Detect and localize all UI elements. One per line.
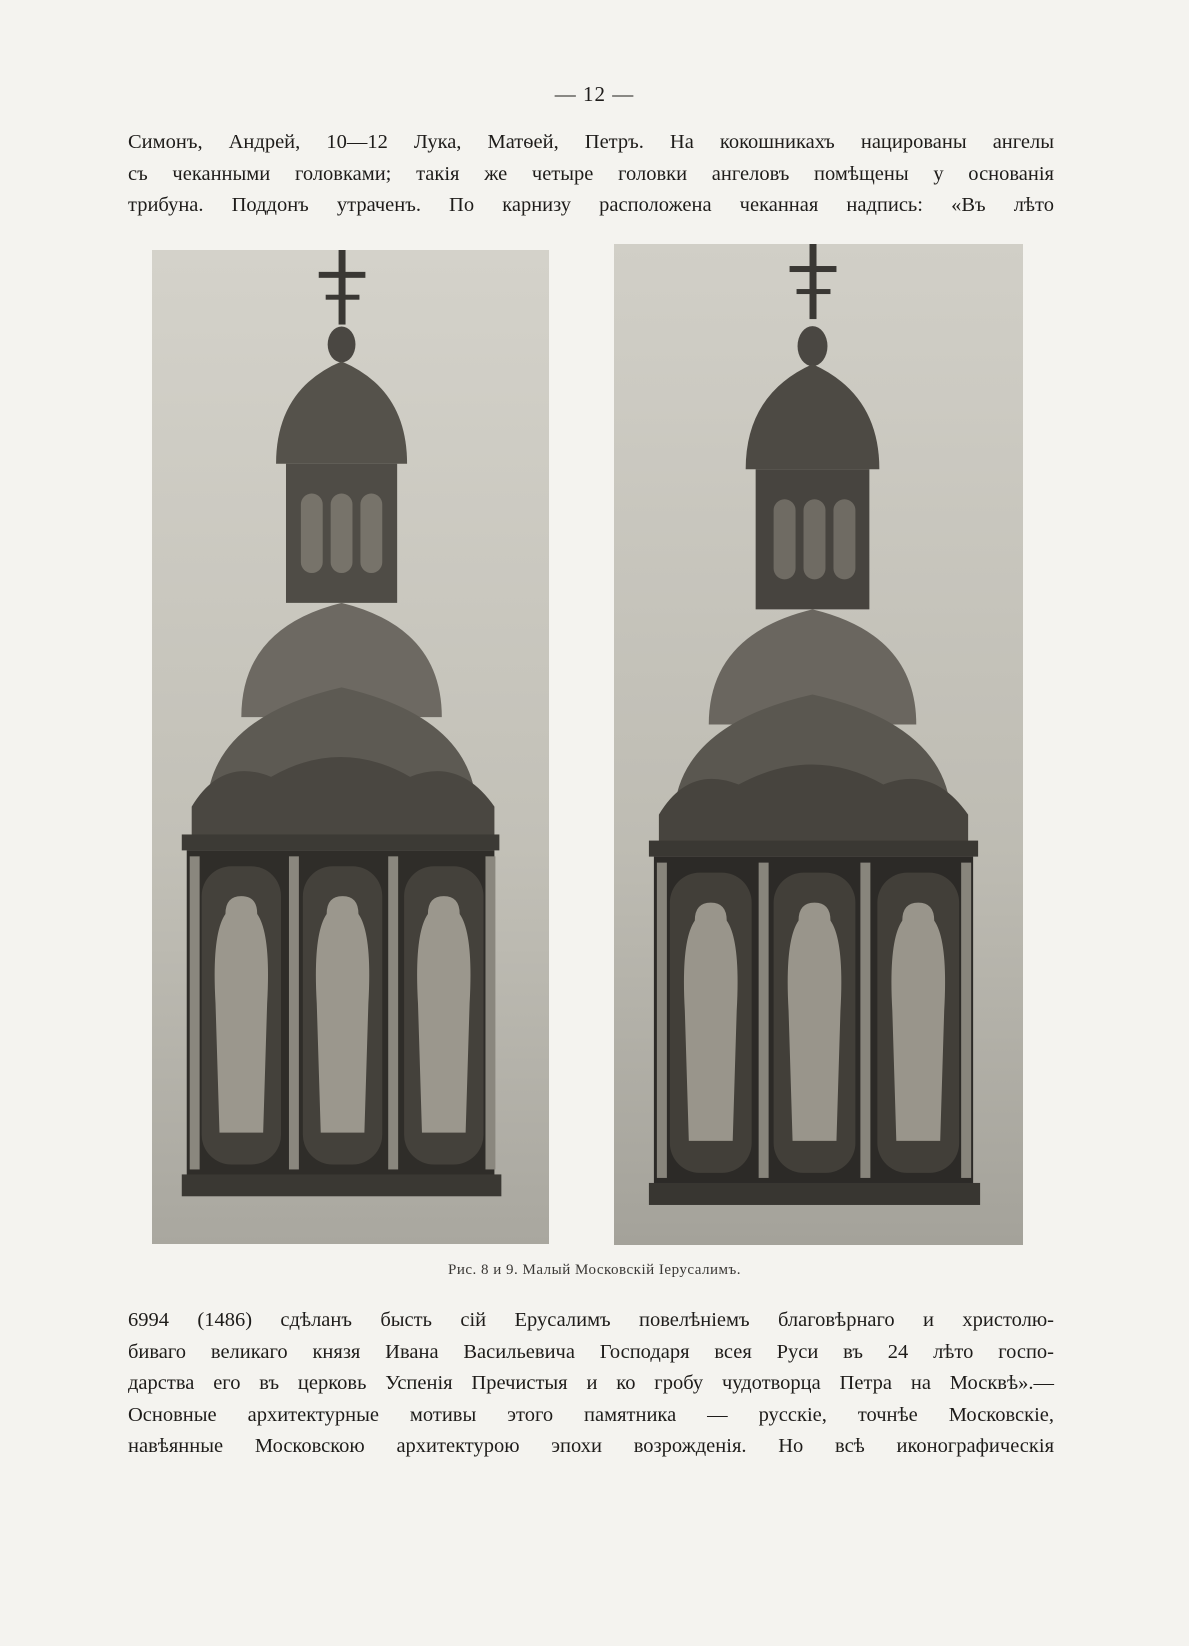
text-line: трибуна. Поддонъ утраченъ. По карнизу расположена чеканная надпись: «Въ лѣто xyxy=(128,194,1054,216)
text-line: навѣянные Московскою архитектурою эпохи возрожденія. Но всѣ иконографическія xyxy=(128,1435,1054,1457)
bottom-paragraph xyxy=(128,1305,1054,1463)
figure-caption: Рис. 8 и 9. Малый Московскій Іерусалимъ. xyxy=(447,1262,742,1278)
text-line: дарства его въ церковь Успенія Пречистыя и ко гробу чудотворца Петра на Москвѣ».— xyxy=(128,1372,1054,1394)
reliquary-photo-icon xyxy=(152,250,549,1244)
text-line: 6994 (1486) сдѣланъ бысть сій Ерусалимъ повелѣніемъ благовѣрнаго и христолю- xyxy=(128,1309,1054,1331)
text-line: биваго великаго князя Ивана Васильевича Господаря всея Руси въ 24 лѣто госпо- xyxy=(128,1340,1054,1363)
text-line: съ чеканными головками; такія же четыре головки ангеловъ помѣщены у основанія xyxy=(128,162,1054,185)
page-number: — 12 — xyxy=(554,82,635,106)
text-line: Основные архитектурные мотивы этого памятника — русскіе, точнѣе Московскіе, xyxy=(128,1403,1054,1426)
reliquary-photo-icon xyxy=(614,244,1023,1245)
reliquary-photo-right xyxy=(614,244,1023,1245)
top-paragraph xyxy=(128,127,1054,222)
reliquary-photo-left xyxy=(152,250,549,1244)
text-line: Симонъ, Андрей, 10—12 Лука, Матѳей, Петръ. На кокошникахъ нацированы ангелы xyxy=(128,131,1054,153)
